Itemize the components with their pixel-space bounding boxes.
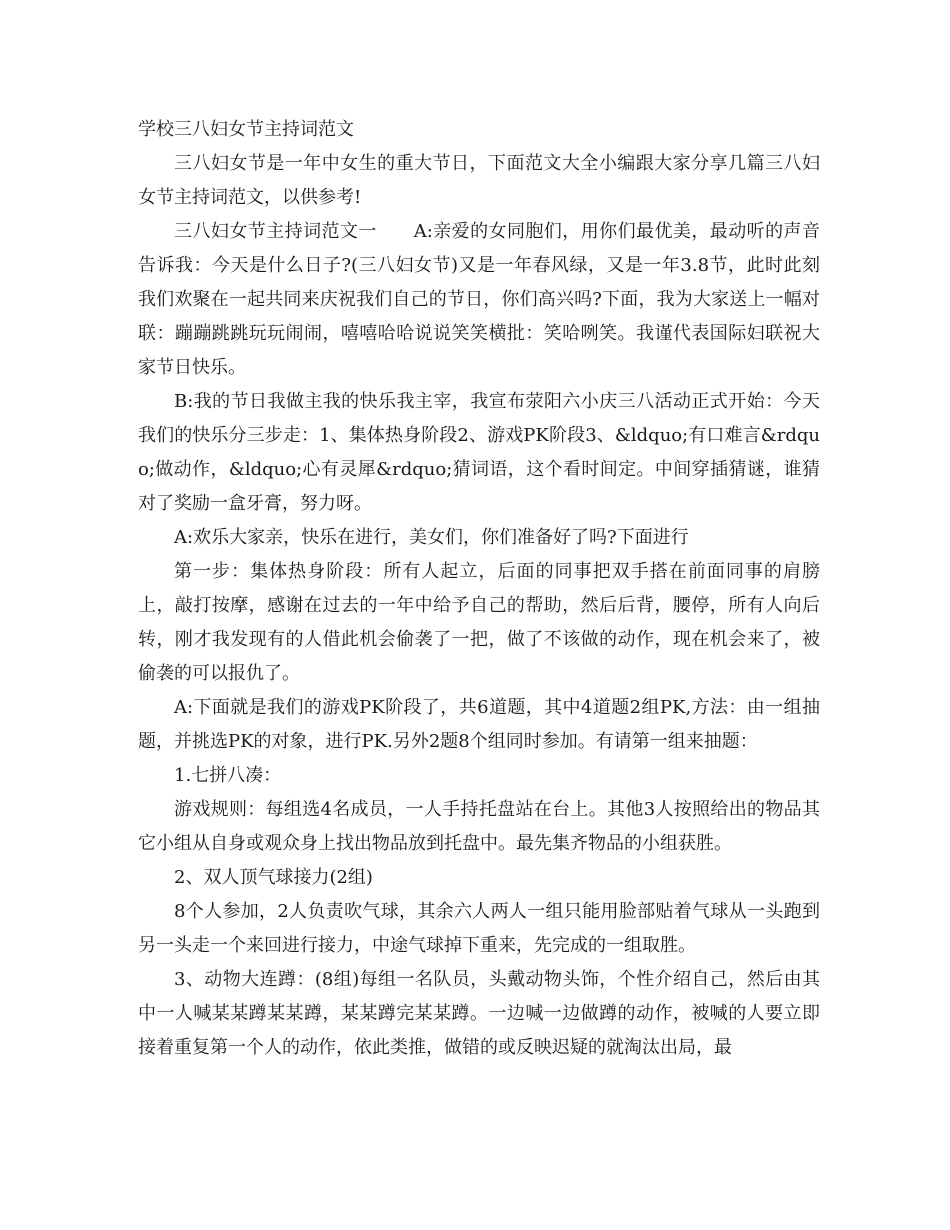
paragraph-host-a-opening: 三八妇女节主持词范文一 A:亲爱的女同胞们，用你们最优美，最动听的声音告诉我：今天是什么日子?(三八妇女节)又是一年春风绿，又是一年3.8节，此时此刻我们欢聚在一起共同来庆祝我们自己的节日，你们高兴吗?下面，我为大家送上一幅对联：蹦蹦跳跳玩玩闹闹，嘻嘻哈哈说说笑笑横批：笑哈咧笑。我谨代表国际妇联祝大家节日快乐。 xyxy=(138,221,820,378)
paragraph-game-1-rules: 游戏规则：每组选4名成员，一人手持托盘站在台上。其他3人按照给出的物品其它小组从自身或观众身上找出物品放到托盘中。最先集齐物品的小组获胜。 xyxy=(138,799,820,854)
paragraph-game-2-rules: 8个人参加，2人负责吹气球，其余六人两人一组只能用脸部贴着气球从一头跑到另一头走一个来回进行接力，中途气球掉下重来，先完成的一组取胜。 xyxy=(138,901,820,956)
paragraph-game-3-rules: 3、动物大连蹲：(8组)每组一名队员，头戴动物头饰，个性介绍自己，然后由其中一人喊某某蹲某某蹲，某某蹲完某某蹲。一边喊一边做蹲的动作，被喊的人要立即接着重复第一个人的动作，依此类推，做错的或反映迟疑的就淘汰出局，最 xyxy=(138,969,820,1058)
paragraph-step-one: 第一步：集体热身阶段：所有人起立，后面的同事把双手搭在前面同事的肩膀上，敲打按摩，感谢在过去的一年中给予自己的帮助，然后后背，腰停，所有人向后转，刚才我发现有的人借此机会偷袭了一把，做了不该做的动作，现在机会来了，被偷袭的可以报仇了。 xyxy=(138,561,820,684)
paragraph-host-a-transition: A:欢乐大家亲，快乐在进行，美女们，你们准备好了吗?下面进行 xyxy=(174,527,689,548)
document-body xyxy=(138,113,820,1065)
paragraph-game-1-heading: 1.七拼八凑： xyxy=(174,765,282,786)
paragraph-game-pk-intro: A:下面就是我们的游戏PK阶段了，共6道题，其中4道题2组PK,方法：由一组抽题，并挑选PK的对象，进行PK.另外2题8个组同时参加。有请第一组来抽题： xyxy=(138,697,820,752)
paragraph-intro: 三八妇女节是一年中女生的重大节日，下面范文大全小编跟大家分享几篇三八妇女节主持词范文，以供参考! xyxy=(138,153,820,208)
document-title: 学校三八妇女节主持词范文 xyxy=(138,119,354,140)
paragraph-host-b-agenda: B:我的节日我做主我的快乐我主宰，我宣布荥阳六小庆三八活动正式开始：今天我们的快乐分三步走：1、集体热身阶段2、游戏PK阶段3、&ldquo;有口难言&rdquo;做动作，&ldquo;心有灵犀&rdquo;猜词语，这个看时间定。中间穿插猜谜，谁猜对了奖励一盒牙膏，努力呀。 xyxy=(138,391,820,514)
paragraph-game-2-heading: 2、双人顶气球接力(2组) xyxy=(174,867,373,888)
